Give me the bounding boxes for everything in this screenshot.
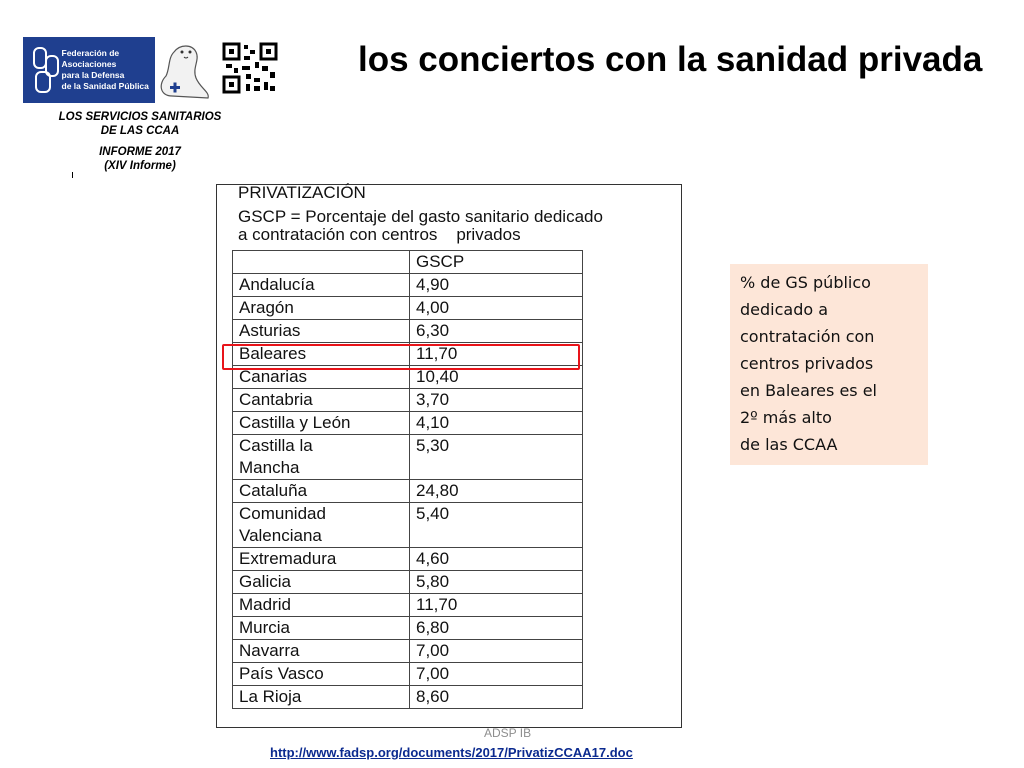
slide-title: los conciertos con la sanidad privada <box>358 40 983 79</box>
subtitle-word: privados <box>456 225 521 244</box>
logo-text-line: de la Sanidad Pública <box>61 81 149 91</box>
region-cell: Asturias <box>233 320 410 343</box>
qr-code-icon <box>222 42 278 94</box>
gscp-value-cell: 6,80 <box>410 617 583 640</box>
callout-line: en Baleares es el <box>740 381 877 400</box>
callout-line: contratación con <box>740 327 875 346</box>
callout-line: de las CCAA <box>740 435 838 454</box>
report-line: (XIV Informe) <box>104 159 176 172</box>
subtitle-line <box>238 226 668 244</box>
subtitle-text: a contratación con centros <box>238 225 438 244</box>
callout-line: dedicado a <box>740 300 829 319</box>
gscp-value-cell: 5,80 <box>410 571 583 594</box>
region-cell: Aragón <box>233 297 410 320</box>
region-cell: Cantabria <box>233 389 410 412</box>
gscp-value-cell: 11,70 <box>410 594 583 617</box>
table-row <box>233 320 583 343</box>
table-row <box>233 389 583 412</box>
gscp-value-cell: 3,70 <box>410 389 583 412</box>
table-row <box>233 571 583 594</box>
gscp-value-cell: 4,10 <box>410 412 583 435</box>
gscp-value-cell: 6,30 <box>410 320 583 343</box>
callout-line: % de GS público <box>740 273 871 292</box>
footer-tag: ADSP IB <box>484 726 532 740</box>
table-row <box>233 480 583 503</box>
header-cell-gscp: GSCP <box>410 251 583 274</box>
report-line: INFORME 2017 <box>99 146 181 158</box>
document-heading: PRIVATIZACIÓN <box>238 183 366 202</box>
region-cell: Extremadura <box>233 548 410 571</box>
logo-text <box>62 48 156 92</box>
seal-mascot-icon <box>152 38 214 102</box>
gscp-value-cell: 10,40 <box>410 366 583 389</box>
region-cell: Galicia <box>233 571 410 594</box>
document-subtitle <box>238 208 668 244</box>
fadsp-logo-icon <box>23 37 155 103</box>
region-cell: La Rioja <box>233 686 410 709</box>
callout-line: centros privados <box>740 354 874 373</box>
gscp-value-cell: 5,30 <box>410 435 583 480</box>
region-cell: Navarra <box>233 640 410 663</box>
table-row <box>233 503 583 548</box>
callout-note <box>730 264 928 465</box>
table-row <box>233 594 583 617</box>
table-row <box>233 617 583 640</box>
region-cell: Andalucía <box>233 274 410 297</box>
gscp-value-cell: 24,80 <box>410 480 583 503</box>
gscp-table <box>232 250 583 709</box>
region-cell: Baleares <box>233 343 410 366</box>
table-row <box>233 297 583 320</box>
region-cell: Comunidad Valenciana <box>233 503 410 548</box>
baleares-highlight <box>222 344 580 370</box>
stray-mark <box>72 172 73 178</box>
logo-text-line: para la Defensa <box>61 70 125 80</box>
table-row <box>233 663 583 686</box>
gscp-value-cell: 11,70 <box>410 343 583 366</box>
region-cell: Murcia <box>233 617 410 640</box>
table-row <box>233 435 583 480</box>
table-row <box>233 412 583 435</box>
table-row <box>233 686 583 709</box>
table-row <box>233 548 583 571</box>
region-cell: País Vasco <box>233 663 410 686</box>
gscp-value-cell: 8,60 <box>410 686 583 709</box>
source-link[interactable]: http://www.fadsp.org/documents/2017/PrivatizCCAA17.doc <box>270 745 633 760</box>
gscp-value-cell: 4,90 <box>410 274 583 297</box>
region-cell: Madrid <box>233 594 410 617</box>
gscp-value-cell: 4,60 <box>410 548 583 571</box>
gscp-value-cell: 4,00 <box>410 297 583 320</box>
gscp-value-cell: 7,00 <box>410 663 583 686</box>
table-row <box>233 274 583 297</box>
logo-mark <box>31 45 56 95</box>
report-line: LOS SERVICIOS SANITARIOS <box>58 111 222 123</box>
header-cell-empty <box>233 251 410 274</box>
report-label <box>40 111 240 173</box>
region-cell: Castilla la Mancha <box>233 435 410 480</box>
gscp-value-cell: 7,00 <box>410 640 583 663</box>
report-line: DE LAS CCAA <box>100 124 180 137</box>
table-row <box>233 640 583 663</box>
callout-line: 2º más alto <box>740 408 832 427</box>
region-cell: Cataluña <box>233 480 410 503</box>
table-header-row <box>233 251 583 274</box>
region-cell: Castilla y León <box>233 412 410 435</box>
gscp-value-cell: 5,40 <box>410 503 583 548</box>
region-cell: Canarias <box>233 366 410 389</box>
subtitle-line: GSCP = Porcentaje del gasto sanitario dedicado <box>238 207 603 226</box>
logo-text-line: Federación de Asociaciones <box>61 48 120 69</box>
